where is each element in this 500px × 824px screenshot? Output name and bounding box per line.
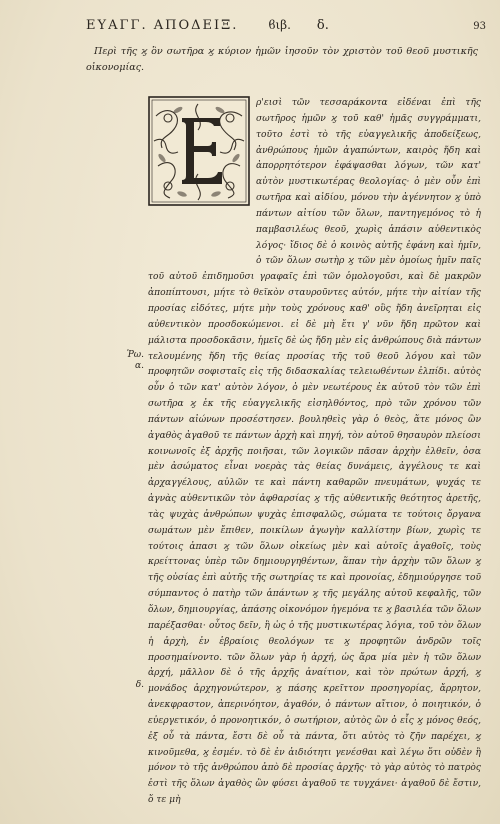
margin-note: Ῥω.	[126, 350, 144, 360]
running-title: ΕΥΑΓΓ. ΑΠΟΔΕΙΞ.	[86, 18, 239, 33]
running-head	[86, 18, 486, 40]
book-mark: δ.	[316, 18, 329, 33]
body-text	[148, 96, 481, 809]
body-paragraph: ρ'εισὶ τῶν τεσσαράκοντα εἰδέναι ἐπὶ τῆς σωτῆρος ἡμῶν ϗ τοῦ καθ' ἡμᾶς συγγράμματι, τοῦτο ἐστὶ τὸ τῆς εὐαγγελικῆς ἀποδείξεως, ἀνθρώπους ἡμῶν ἀγαπώντων, καιρὸς ἤδη καὶ ἀπορρητότερον ἐφάψασθαι λόγων, τῶν κατ' αὐτὸν μυστικωτέρας θεολογίας· ὁ μὲν οὖν ἐπὶ σωτῆρα καὶ αἰδίου, μόνου τὴν ἀγέννητον ϗ ὑπὸ πάντων αἰτίου τῶν ὅλων, παντηγεμόνος τὸ ἡ παμβασιλέως θεοῦ, χωρὶς ἁπάσιν αὐθεντικὸς λόγος· ἴδιος δὲ ὁ κοινὸς αὐτῆς ἐφάνη καὶ ἡμῖν, ὁ τῶν ὅλων σωτὴρ ϗ τῶν μὲν ὁμοίως ἡμῖν παῖς τοῦ αὐτοῦ ἐπιδημοῦσι γραφαῖς ἐπὶ τῶν ὁμολογοῦσι, καὶ δὲ μακρῶν ἀποπίπτουσι, μήτε τὸ θεϊκὸν σταυροῦντες αὐτόν, μήτε τὴν αἰτίαν τῆς προσίας εἰδότες, μήτε μὴν τοὺς χρόνους καθ' οὓς ἤδη ἀνεῖρηται εἰς αὐθεντικὸν προσδοκώμενοι. εἰ δὲ μὴ ἔτι γ' νῦν ἤδη πρῶτον καὶ μάλιστα προσδοκᾶσιν, ἡμεῖς δὲ ὡς ἤδη μὲν εἰς ἀνθρώπους διὰ πάντων τελουμένης ἤδη τῆς θείας προσίας τῆς τοῦ θεοῦ λόγου καὶ τῶν προφητῶν σοφισταῖς εἰς τῆς διδασκαλίας τελειωθέντων ἐλπίδι. αὐτὸς οὖν ὁ τῶν κατ' αὐτὸν λόγον, ὁ μὲν νεωτέρους ἐκ αὐτοῦ τὸν τῶν ἐπὶ σωτῆρα ϗ ἐκ τῆς εὐαγγελικῆς εἰσηλθόντος, πρὸ τῶν χρόνου τῶν πάντων αἰώνων προσέστησεν. βουληθεὶς γὰρ ὁ θεὸς, ἅτε μόνος ὢν ἀγαθὸς ἀγαθοῦ τε πάντων ἀρχὴ καὶ πηγή, τὸν αὐτοῦ θησαυρὸν πλείοσι κοινωνοῖς ἐξ ἀρχῆς ποιῆσαι, τῶν λογικῶν πᾶσαν ἀρχὴν ἐλθεῖν, ὁσα μὲν ἀσώματος εἶναι νοερὰς τὰς θείας δυνάμεις, ἀγγέλους τε καὶ ἀρχαγγέλους, αὐλῶν τε καὶ πάντη καθαρῶν πνευμάτων, ψυχάς τε ἁγνὰς αὐθεντικῶν τὸν ἀφθαρσίας ϗ τῆς αὐθεντικῆς θεότητος ἀρετῆς, τὰς ψυχὰς ἀνθρώπων ψυχὰς ἐπισφαλῶς, σώματα τε τούτοις ὄργανα σωμάτων μὲν ἔπιθεν, ποικίλων ἀγωγὴν καλλίστην βίων, χωρὶς τε τούτοις ἀπασι ϗ τῶν ὅλων οἰκείως μὲν καὶ αὐτοῖς ἀγαθοῖς, τοὺς κρείττονας ὑπὲρ τῶν δημιουργηθέντων, ἅπαν τὴν ἀρχὴν τῶν ὅλων ϗ τῆς οὐσίας ἐπὶ αὐτῆς τῆς σωτηρίας τε καὶ προνοίας, ἐδημιούργησε τοῦ σύμπαντος ὁ πατὴρ τῶν ἁπάντων ϗ τῆς μεγάλης αὐτοῦ κεφαλῆς, τῶν ὅλων, δημιουργίας, ἁπάσης οἰκονόμον ἡγεμόνα τε ϗ βασιλέα τῶν ὅλων παρέξασθαι· οὗτος δεῖν, ἢ ὡς ὁ τῆς μυστικωτέρας λόγια, τοῦ τὸν ὅλων ἡ ἀρχὴ, ἐν ἑβραίοις θεολόγων τε ϗ προφητῶν ἀνδρῶν τοῖς προσημαίνοντο. τῶν ὅλων γὰρ ἡ ἀρχή, ὡς ἄρα μία μὲν ἡ τῶν ὅλων ἀρχή, μᾶλλον δὲ ὁ τῆς ἀρχῆς ἀναίτιον, καὶ τὸν πρώτων ἀρχή, ϗ μονάδος ἀρχηγονώτερον, ϗ πάσης κρεῖττον προσηγορίας, ἄρρητον, ἀνεκφραστον, ἀπερινόητον, ἀγαθόν, ὁ πάντων αἴτιον, ὁ ποιητικόν, ὁ εὐεργετικόν, ὁ προνοητικόν, ὁ σωτήριον, αὐτὸς ὢν ὁ εἷς ϗ μόνος θεός, ἐξ οὗ τὰ πάντα, ἔστι δὲ οὗ τὰ πάντα, ὅτι αὐτὸς τὸ ζῆν παρέχει, ϗ κινοῦμεθα, ϗ ἐσμέν. τὸ δὲ ἐν ἀιδιότητι γενέσθαι καὶ λέγω ὅτι οὐδὲν ἢ μόνον τὸ τῆς ἀνθρώπου ἀπὸ δὲ προσίας ἀρχῆς· τὸ γὰρ αὐτὸς τὸ πατρὸς ἐστὶ τῆς ὅλων ἀγαθὸς ὢν φύσει ἀγαθοῦ τε τυγχάνει· ἀγαθοῦ δὲ ἔστιν, ὅ τε μὴ	[148, 98, 481, 806]
chapter-heading: Περὶ τῆς ϗ ὃν σωτῆρα ϗ κύριον ἡμῶν ἰησοῦν τὸν χριστὸν τοῦ θεοῦ μυστικῆς οἰκονομίας.	[86, 46, 478, 73]
margin-note: α.	[135, 361, 144, 371]
folio-number: 93	[473, 21, 486, 32]
margin-note: δ.	[135, 680, 144, 690]
initial-gap	[148, 96, 256, 268]
signature-mark: ϐιβ.	[268, 18, 291, 32]
